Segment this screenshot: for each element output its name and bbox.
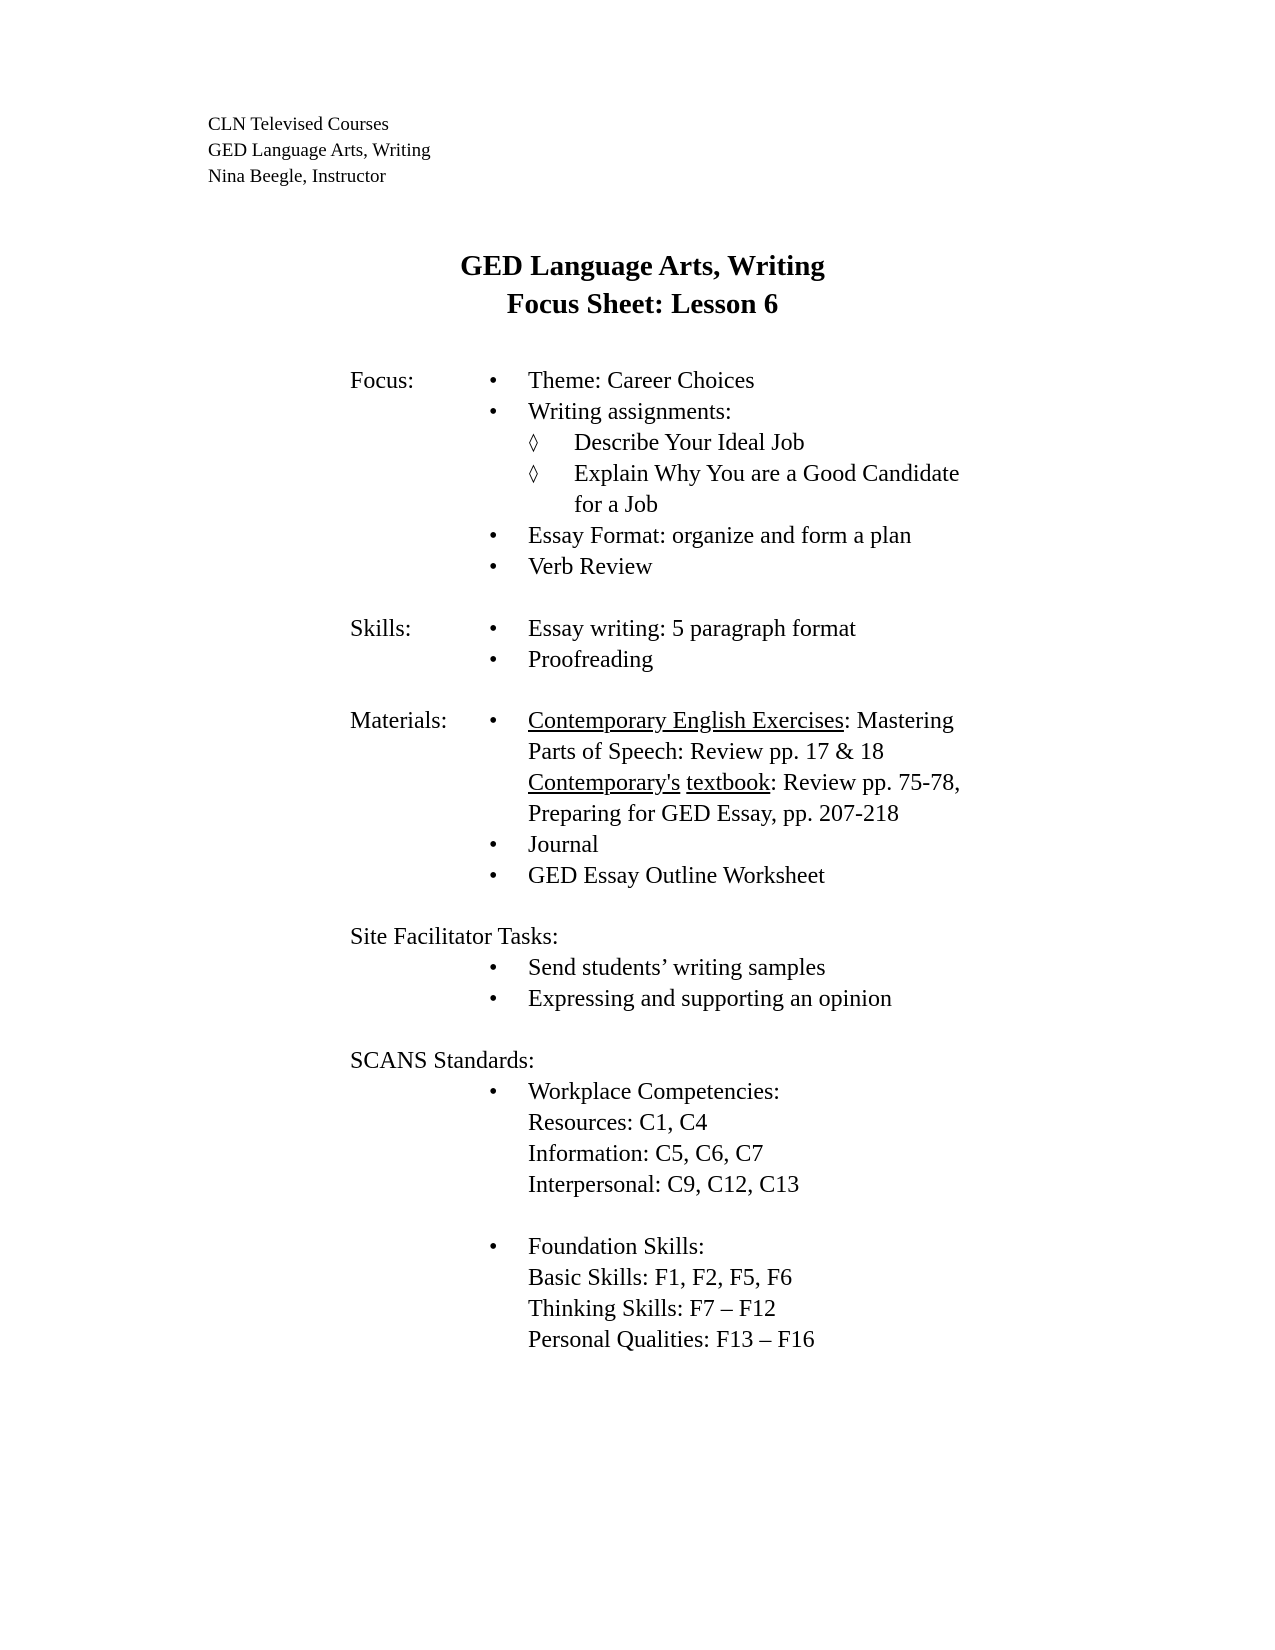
course-header <box>208 112 431 190</box>
bullet-icon: • <box>489 368 498 394</box>
diamond-icon: ◊ <box>529 463 538 484</box>
materials-item: GED Essay Outline Worksheet <box>528 863 825 889</box>
scans-label: SCANS Standards: <box>350 1048 535 1074</box>
focus-subitem: Describe Your Ideal Job <box>574 430 805 456</box>
bullet-icon: • <box>489 955 498 981</box>
focus-label: Focus: <box>350 368 415 394</box>
focus-item: Verb Review <box>528 554 653 580</box>
materials-item-exercises: Contemporary English Exercises: Mastering <box>528 708 954 734</box>
bullet-icon: • <box>489 399 498 425</box>
book-title: Contemporary English Exercises <box>528 708 844 734</box>
site-facilitator-item: Send students’ writing samples <box>528 955 826 981</box>
diamond-icon: ◊ <box>529 432 538 453</box>
foundation-line: Thinking Skills: F7 – F12 <box>528 1296 777 1322</box>
materials-item-textbook: Contemporary's textbook: Review pp. 75-78, <box>528 770 961 796</box>
bullet-icon: • <box>489 863 498 889</box>
bullet-icon: • <box>489 554 498 580</box>
focus-subitem-continued: for a Job <box>574 492 658 518</box>
focus-item: Writing assignments: <box>528 399 732 425</box>
focus-item: Theme: Career Choices <box>528 368 755 394</box>
workplace-line: Information: C5, C6, C7 <box>528 1141 764 1167</box>
materials-item-exercises-continued: Parts of Speech: Review pp. 17 & 18 <box>528 739 884 765</box>
workplace-line: Resources: C1, C4 <box>528 1110 708 1136</box>
foundation-line: Personal Qualities: F13 – F16 <box>528 1327 815 1353</box>
bullet-icon: • <box>489 708 498 734</box>
bullet-icon: • <box>489 616 498 642</box>
bullet-icon: • <box>489 523 498 549</box>
materials-item: Journal <box>528 832 599 858</box>
site-facilitator-label: Site Facilitator Tasks: <box>350 924 559 950</box>
focus-subitem: Explain Why You are a Good Candidate <box>574 461 960 487</box>
bullet-icon: • <box>489 647 498 673</box>
site-facilitator-item: Expressing and supporting an opinion <box>528 986 892 1012</box>
bullet-icon: • <box>489 832 498 858</box>
title-line-1: GED Language Arts, Writing <box>460 250 825 282</box>
bullet-icon: • <box>489 986 498 1012</box>
book-title: textbook <box>686 770 771 796</box>
title-line-2: Focus Sheet: Lesson 6 <box>506 288 779 320</box>
course-subject: GED Language Arts, Writing <box>208 140 431 161</box>
foundation-heading: Foundation Skills: <box>528 1234 705 1260</box>
bullet-icon: • <box>489 1234 498 1260</box>
instructor-name: Nina Beegle, Instructor <box>208 166 386 187</box>
materials-item-textbook-continued: Preparing for GED Essay, pp. 207-218 <box>528 801 900 827</box>
skills-label: Skills: <box>350 616 412 642</box>
focus-item: Essay Format: organize and form a plan <box>528 523 912 549</box>
course-name: CLN Televised Courses <box>208 114 389 135</box>
book-title: Contemporary's <box>528 770 681 796</box>
workplace-line: Interpersonal: C9, C12, C13 <box>528 1172 800 1198</box>
skills-item: Proofreading <box>528 647 654 673</box>
foundation-line: Basic Skills: F1, F2, F5, F6 <box>528 1265 793 1291</box>
skills-item: Essay writing: 5 paragraph format <box>528 616 856 642</box>
workplace-heading: Workplace Competencies: <box>528 1079 780 1105</box>
page-title <box>0 247 1275 323</box>
bullet-icon: • <box>489 1079 498 1105</box>
materials-label: Materials: <box>350 708 448 734</box>
